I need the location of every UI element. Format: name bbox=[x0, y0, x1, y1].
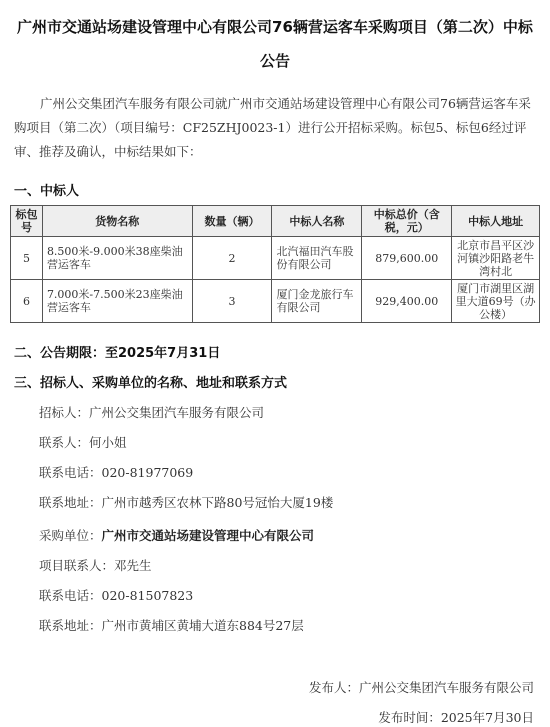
table-row bbox=[11, 280, 540, 323]
buyer-label: 采购单位： bbox=[39, 528, 102, 543]
award-table bbox=[10, 205, 540, 323]
cell-lot: 5 bbox=[11, 237, 43, 280]
contact-person-line: 联系人：何小姐 bbox=[39, 435, 127, 450]
tenderer-line: 招标人：广州公交集团汽车服务有限公司 bbox=[39, 405, 265, 420]
cell-winner: 厦门金龙旅行车有限公司 bbox=[272, 280, 362, 323]
header-price: 中标总价（含税，元） bbox=[362, 206, 452, 237]
publisher-line: 发布人：广州公交集团汽车服务有限公司 bbox=[308, 680, 534, 695]
cell-goods: 8.500米-9.000米38座柴油营运客车 bbox=[42, 237, 192, 280]
section-winner-heading: 一、中标人 bbox=[14, 184, 80, 199]
project-contact-line: 项目联系人：邓先生 bbox=[39, 558, 152, 573]
section-contacts-heading: 三、招标人、采购单位的名称、地址和联系方式 bbox=[14, 376, 288, 391]
cell-price: 879,600.00 bbox=[362, 237, 452, 280]
buyer-name: 广州市交通站场建设管理中心有限公司 bbox=[101, 528, 315, 543]
section-period-heading: 二、公告期限：至2025年7月31日 bbox=[14, 346, 221, 361]
cell-qty: 3 bbox=[192, 280, 272, 323]
header-qty: 数量（辆） bbox=[192, 206, 272, 237]
table-header-row bbox=[11, 206, 540, 237]
cell-qty: 2 bbox=[192, 237, 272, 280]
cell-winner: 北汽福田汽车股份有限公司 bbox=[272, 237, 362, 280]
project-address-line: 联系地址：广州市黄埔区黄埔大道东884号27层 bbox=[39, 618, 304, 633]
cell-address: 厦门市湖里区湖里大道69号（办公楼） bbox=[452, 280, 540, 323]
buyer-line bbox=[39, 526, 314, 544]
header-address: 中标人地址 bbox=[452, 206, 540, 237]
contact-address-line: 联系地址：广州市越秀区农林下路80号冠怡大厦19楼 bbox=[39, 495, 334, 510]
cell-lot: 6 bbox=[11, 280, 43, 323]
intro-paragraph: 广州公交集团汽车服务有限公司就广州市交通站场建设管理中心有限公司76辆营运客车采购项目（第二次）（项目编号：CF25ZHJ0023-1）进行公开招标采购。标包5、标包6经过评审、推荐及确认，中标结果如下： bbox=[14, 96, 531, 159]
page-title: 广州市交通站场建设管理中心有限公司76辆营运客车采购项目（第二次）中标公告 bbox=[17, 18, 533, 70]
header-winner: 中标人名称 bbox=[272, 206, 362, 237]
cell-address: 北京市昌平区沙河镇沙阳路老牛湾村北 bbox=[452, 237, 540, 280]
cell-price: 929,400.00 bbox=[362, 280, 452, 323]
cell-goods: 7.000米-7.500米23座柴油营运客车 bbox=[42, 280, 192, 323]
publish-date-line: 发布时间：2025年7月30日 bbox=[378, 710, 534, 725]
header-lot: 标包号 bbox=[11, 206, 43, 237]
header-goods: 货物名称 bbox=[42, 206, 192, 237]
contact-phone-line: 联系电话：020-81977069 bbox=[39, 465, 194, 480]
table-row bbox=[11, 237, 540, 280]
project-phone-line: 联系电话：020-81507823 bbox=[39, 588, 194, 603]
